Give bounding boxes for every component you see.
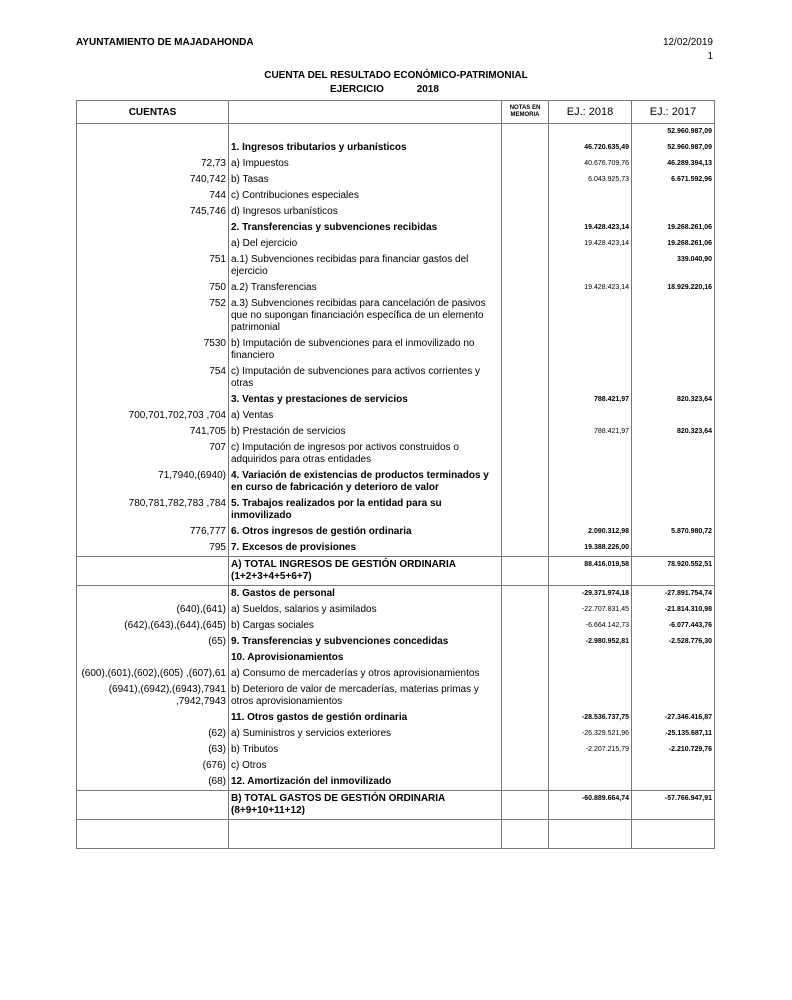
table-row [77, 602, 715, 618]
value-2017: 19.268.261,06 [632, 220, 715, 236]
notes-cell [502, 710, 549, 726]
account-codes: (600),(601),(602),(605) ,(607),61 [77, 666, 229, 682]
concept-description: 9. Transferencias y subvenciones concedidas [229, 634, 502, 650]
value-2018: 46.720.635,49 [549, 140, 632, 156]
value-2018 [549, 188, 632, 204]
table-row [77, 140, 715, 156]
value-2017: -27.891.754,74 [632, 586, 715, 603]
concept-description: b) Cargas sociales [229, 618, 502, 634]
notes-cell [502, 540, 549, 557]
value-2018: -22.707.831,45 [549, 602, 632, 618]
value-2018 [549, 440, 632, 468]
table-row [77, 336, 715, 364]
ejercicio-year: 2018 [416, 84, 439, 95]
notes-cell [502, 296, 549, 336]
value-2017: -27.346.416,87 [632, 710, 715, 726]
table-row [77, 172, 715, 188]
concept-description: c) Imputación de ingresos por activos construidos o adquiridos para otras entidades [229, 440, 502, 468]
value-2018: -2.980.952,81 [549, 634, 632, 650]
value-2018: 40.676.709,76 [549, 156, 632, 172]
notes-cell [502, 440, 549, 468]
value-2017 [632, 204, 715, 220]
table-row [77, 774, 715, 791]
value-2018: 2.090.312,98 [549, 524, 632, 540]
value-2017: 6.671.592,96 [632, 172, 715, 188]
table-row [77, 496, 715, 524]
notes-cell [502, 204, 549, 220]
concept-description: B) TOTAL GASTOS DE GESTIÓN ORDINARIA (8+9+10+11+12) [229, 791, 502, 820]
concept-description: a) Del ejercicio [229, 236, 502, 252]
concept-description: 1. Ingresos tributarios y urbanísticos [229, 140, 502, 156]
account-codes: (642),(643),(644),(645) [77, 618, 229, 634]
notes-cell [502, 424, 549, 440]
notes-cell [502, 188, 549, 204]
table-row [77, 758, 715, 774]
value-2018: 19.388.226,00 [549, 540, 632, 557]
value-2018: -29.371.974,18 [549, 586, 632, 603]
concept-description: a.3) Subvenciones recibidas para cancelación de pasivos que no supongan financiación específica de un elemento patrimonial [229, 296, 502, 336]
table-row [77, 618, 715, 634]
header-cuentas: CUENTAS [77, 101, 229, 124]
value-2018: -26.329.521,96 [549, 726, 632, 742]
concept-description: 2. Transferencias y subvenciones recibidas [229, 220, 502, 236]
value-2017: 19.268.261,06 [632, 236, 715, 252]
value-2018: 19.428.423,14 [549, 236, 632, 252]
notes-cell [502, 618, 549, 634]
account-codes: (65) [77, 634, 229, 650]
notes-cell [502, 524, 549, 540]
notes-cell [502, 666, 549, 682]
table-row [77, 540, 715, 557]
blank-row [77, 820, 715, 849]
value-2017: -2.210.729,76 [632, 742, 715, 758]
value-2017 [632, 296, 715, 336]
table-row [77, 710, 715, 726]
value-2017: 820.323,64 [632, 424, 715, 440]
account-codes [77, 236, 229, 252]
account-codes: 754 [77, 364, 229, 392]
value-2017 [632, 468, 715, 496]
value-2018 [549, 408, 632, 424]
account-codes: 7530 [77, 336, 229, 364]
notes-cell [502, 586, 549, 603]
blank-cell [229, 820, 502, 849]
account-codes: (62) [77, 726, 229, 742]
notes-cell [502, 140, 549, 156]
total-row [77, 791, 715, 820]
header-ej2018: EJ.: 2018 [549, 101, 632, 124]
table-row [77, 634, 715, 650]
table-row [77, 726, 715, 742]
notes-cell [502, 758, 549, 774]
table-row [77, 392, 715, 408]
value-2017: 78.920.552,51 [632, 557, 715, 586]
concept-description: b) Prestación de servicios [229, 424, 502, 440]
value-2017: -57.766.947,91 [632, 791, 715, 820]
notes-cell [502, 557, 549, 586]
value-2018 [549, 496, 632, 524]
header-description [229, 101, 502, 124]
blank-cell [632, 820, 715, 849]
table-row [77, 156, 715, 172]
account-codes: 740,742 [77, 172, 229, 188]
table-row [77, 408, 715, 424]
header-ej2017: EJ.: 2017 [632, 101, 715, 124]
notes-cell [502, 364, 549, 392]
concept-description: c) Imputación de subvenciones para activos corrientes y otras [229, 364, 502, 392]
value-2018: -28.536.737,75 [549, 710, 632, 726]
concept-description: A) TOTAL INGRESOS DE GESTIÓN ORDINARIA (1+2+3+4+5+6+7) [229, 557, 502, 586]
account-codes: 750 [77, 280, 229, 296]
value-2018: 788.421,97 [549, 424, 632, 440]
value-2017: -2.528.776,30 [632, 634, 715, 650]
table-row [77, 252, 715, 280]
notes-cell [502, 682, 549, 710]
notes-cell [502, 124, 549, 141]
value-2017: 52.960.987,09 [632, 124, 715, 141]
value-2017 [632, 188, 715, 204]
value-2017: -25.135.687,11 [632, 726, 715, 742]
value-2018 [549, 774, 632, 791]
value-2017: 52.960.987,09 [632, 140, 715, 156]
concept-description: 10. Aprovisionamientos [229, 650, 502, 666]
table-row [77, 188, 715, 204]
account-codes: 745,746 [77, 204, 229, 220]
value-2017: 820.323,64 [632, 392, 715, 408]
value-2018: 788.421,97 [549, 392, 632, 408]
value-2018: -6.664.142,73 [549, 618, 632, 634]
concept-description: a.2) Transferencias [229, 280, 502, 296]
table-row [77, 424, 715, 440]
value-2018: -2.207.215,79 [549, 742, 632, 758]
concept-description: c) Contribuciones especiales [229, 188, 502, 204]
blank-cell [77, 820, 229, 849]
report-date: 12/02/2019 [662, 37, 713, 48]
notes-cell [502, 392, 549, 408]
value-2018 [549, 650, 632, 666]
account-codes [77, 140, 229, 156]
value-2017: -6.077.443,76 [632, 618, 715, 634]
account-codes: 795 [77, 540, 229, 557]
concept-description: a) Sueldos, salarios y asimilados [229, 602, 502, 618]
value-2017 [632, 774, 715, 791]
concept-description: a) Suministros y servicios exteriores [229, 726, 502, 742]
value-2018 [549, 758, 632, 774]
value-2018 [549, 296, 632, 336]
concept-description: 11. Otros gastos de gestión ordinaria [229, 710, 502, 726]
table-row [77, 650, 715, 666]
value-2018 [549, 124, 632, 141]
account-codes: 700,701,702,703 ,704 [77, 408, 229, 424]
income-statement-table [76, 100, 715, 849]
entity-name: AYUNTAMIENTO DE MAJADAHONDA [76, 37, 254, 48]
account-codes: (68) [77, 774, 229, 791]
table-row [77, 204, 715, 220]
account-codes: (6941),(6942),(6943),7941 ,7942,7943 [77, 682, 229, 710]
value-2017: 46.289.394,13 [632, 156, 715, 172]
notes-cell [502, 468, 549, 496]
value-2017: -21.814.310,98 [632, 602, 715, 618]
account-codes [77, 586, 229, 603]
value-2017 [632, 364, 715, 392]
value-2018: 19.428.423,14 [549, 280, 632, 296]
concept-description: d) Ingresos urbanísticos [229, 204, 502, 220]
account-codes: 741,705 [77, 424, 229, 440]
value-2018 [549, 666, 632, 682]
ejercicio-label: EJERCICIO [330, 84, 384, 95]
notes-cell [502, 220, 549, 236]
blank-cell [502, 820, 549, 849]
value-2018 [549, 204, 632, 220]
concept-description: 12. Amortización del inmovilizado [229, 774, 502, 791]
value-2017 [632, 650, 715, 666]
notes-cell [502, 726, 549, 742]
account-codes: 751 [77, 252, 229, 280]
table-header-row [77, 101, 715, 124]
table-row [77, 280, 715, 296]
report-title: CUENTA DEL RESULTADO ECONÓMICO-PATRIMONIAL [264, 70, 528, 81]
value-2017 [632, 682, 715, 710]
account-codes [77, 220, 229, 236]
notes-cell [502, 172, 549, 188]
table-row [77, 468, 715, 496]
account-codes: 72,73 [77, 156, 229, 172]
notes-cell [502, 791, 549, 820]
concept-description: a) Ventas [229, 408, 502, 424]
value-2018: 6.043.925,73 [549, 172, 632, 188]
account-codes: 776,777 [77, 524, 229, 540]
account-codes [77, 392, 229, 408]
account-codes: (676) [77, 758, 229, 774]
account-codes: 707 [77, 440, 229, 468]
table-body [77, 124, 715, 849]
report-subtitle [330, 84, 439, 95]
concept-description [229, 124, 502, 141]
account-codes: (63) [77, 742, 229, 758]
notes-cell [502, 496, 549, 524]
blank-cell [549, 820, 632, 849]
notes-cell [502, 280, 549, 296]
notes-cell [502, 336, 549, 364]
account-codes [77, 650, 229, 666]
concept-description: 7. Excesos de provisiones [229, 540, 502, 557]
notes-cell [502, 252, 549, 280]
notes-cell [502, 156, 549, 172]
account-codes: 780,781,782,783 ,784 [77, 496, 229, 524]
concept-description: b) Deterioro de valor de mercaderías, materias primas y otros aprovisionamientos [229, 682, 502, 710]
table-row [77, 440, 715, 468]
value-2018 [549, 252, 632, 280]
concept-description: 6. Otros ingresos de gestión ordinaria [229, 524, 502, 540]
account-codes [77, 557, 229, 586]
total-row [77, 557, 715, 586]
page-number: 1 [707, 51, 713, 62]
value-2017: 18.929.220,16 [632, 280, 715, 296]
concept-description: a) Impuestos [229, 156, 502, 172]
table-row [77, 296, 715, 336]
notes-cell [502, 650, 549, 666]
account-codes [77, 710, 229, 726]
notes-cell [502, 774, 549, 791]
notes-cell [502, 634, 549, 650]
notes-cell [502, 602, 549, 618]
table-row [77, 586, 715, 603]
account-codes [77, 124, 229, 141]
value-2017 [632, 408, 715, 424]
value-2017 [632, 336, 715, 364]
concept-description: b) Imputación de subvenciones para el inmovilizado no financiero [229, 336, 502, 364]
table-row [77, 220, 715, 236]
account-codes: (640),(641) [77, 602, 229, 618]
concept-description: c) Otros [229, 758, 502, 774]
value-2018: 19.428.423,14 [549, 220, 632, 236]
table-row [77, 682, 715, 710]
value-2018: -60.889.664,74 [549, 791, 632, 820]
account-codes: 71,7940,(6940) [77, 468, 229, 496]
value-2018 [549, 364, 632, 392]
value-2017 [632, 440, 715, 468]
value-2017 [632, 758, 715, 774]
concept-description: 8. Gastos de personal [229, 586, 502, 603]
value-2018 [549, 336, 632, 364]
notes-cell [502, 236, 549, 252]
concept-description: 4. Variación de existencias de productos terminados y en curso de fabricación y deterioro de valor [229, 468, 502, 496]
table-row [77, 364, 715, 392]
concept-description: a.1) Subvenciones recibidas para financiar gastos del ejercicio [229, 252, 502, 280]
value-2017 [632, 496, 715, 524]
account-codes [77, 791, 229, 820]
table-row [77, 742, 715, 758]
concept-description: a) Consumo de mercaderías y otros aprovisionamientos [229, 666, 502, 682]
notes-cell [502, 742, 549, 758]
value-2017: 5.870.980,72 [632, 524, 715, 540]
value-2018: 88.416.019,58 [549, 557, 632, 586]
value-2017 [632, 666, 715, 682]
table-row [77, 124, 715, 141]
account-codes: 744 [77, 188, 229, 204]
value-2017 [632, 540, 715, 557]
value-2018 [549, 682, 632, 710]
concept-description: 3. Ventas y prestaciones de servicios [229, 392, 502, 408]
header-notas: NOTAS EN MEMORIA [502, 101, 549, 124]
value-2017: 339.040,90 [632, 252, 715, 280]
notes-cell [502, 408, 549, 424]
concept-description: b) Tasas [229, 172, 502, 188]
value-2018 [549, 468, 632, 496]
table-row [77, 666, 715, 682]
concept-description: b) Tributos [229, 742, 502, 758]
table-row [77, 524, 715, 540]
account-codes: 752 [77, 296, 229, 336]
table-row [77, 236, 715, 252]
concept-description: 5. Trabajos realizados por la entidad para su inmovilizado [229, 496, 502, 524]
